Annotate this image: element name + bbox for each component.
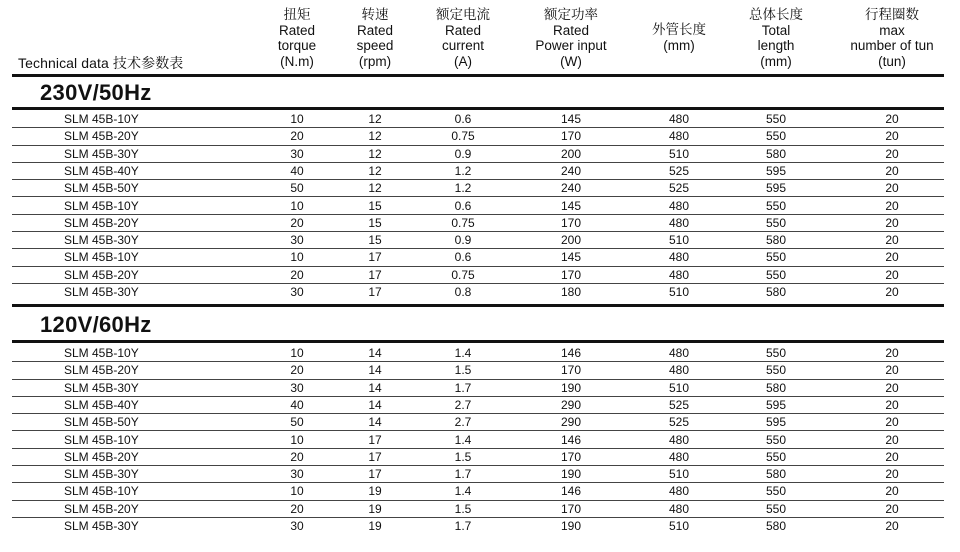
value-cell: 170 (560, 363, 582, 378)
value-cell: 1.5 (454, 363, 472, 378)
column-header-current: 额定电流 Rated current (A) (436, 7, 490, 69)
value-cell: 10 (290, 198, 304, 213)
table-row (12, 284, 944, 301)
value-cell: 10 (290, 346, 304, 360)
value-cell: 10 (290, 112, 304, 126)
value-cell: 20 (885, 484, 899, 499)
value-cell: 20 (885, 397, 899, 412)
value-cell: 17 (368, 285, 382, 299)
table-row (12, 146, 944, 163)
value-cell: 580 (765, 285, 787, 299)
value-cell: 20 (290, 501, 304, 516)
value-cell: 240 (560, 163, 582, 178)
value-cell: 1.5 (454, 449, 472, 464)
value-cell: 30 (290, 519, 304, 533)
value-cell: 180 (560, 285, 582, 299)
value-cell: 0.75 (451, 267, 475, 282)
section-divider-120v (12, 340, 944, 343)
value-cell: 290 (560, 415, 582, 430)
value-cell: 200 (560, 146, 582, 161)
table-row (12, 111, 944, 128)
value-cell: 1.7 (454, 380, 472, 395)
model-cell: SLM 45B-10Y (64, 346, 139, 360)
column-header-torque: 扭矩 Rated torque (N.m) (277, 7, 317, 69)
value-cell: 595 (765, 397, 787, 412)
header-divider (12, 74, 944, 77)
value-cell: 550 (765, 501, 787, 516)
value-cell: 525 (668, 397, 690, 412)
value-cell: 17 (368, 267, 382, 282)
value-cell: 1.7 (454, 519, 472, 533)
value-cell: 510 (668, 467, 690, 482)
value-cell: 580 (765, 233, 787, 248)
table-title: Technical data 技术参数表 (18, 55, 184, 71)
table-row (12, 466, 944, 483)
value-cell: 580 (765, 519, 787, 533)
value-cell: 170 (560, 215, 582, 230)
value-cell: 40 (290, 163, 304, 178)
value-cell: 480 (668, 250, 690, 265)
value-cell: 12 (368, 163, 382, 178)
value-cell: 20 (885, 146, 899, 161)
value-cell: 1.2 (454, 163, 472, 178)
section-end-divider-230v (12, 304, 944, 307)
column-header-speed: 转速 Rated speed (rpm) (356, 7, 394, 69)
value-cell: 0.8 (454, 285, 472, 299)
value-cell: 480 (668, 198, 690, 213)
value-cell: 10 (290, 484, 304, 499)
value-cell: 20 (885, 112, 899, 126)
value-cell: 20 (290, 363, 304, 378)
value-cell: 550 (765, 432, 787, 447)
table-row (12, 163, 944, 180)
value-cell: 0.6 (454, 112, 472, 126)
value-cell: 190 (560, 467, 582, 482)
model-cell: SLM 45B-20Y (64, 449, 139, 464)
model-cell: SLM 45B-20Y (64, 267, 139, 282)
table-row (12, 518, 944, 535)
column-header-max-turns: 行程圈数 max number of tun (tun) (850, 7, 934, 69)
table-row (12, 345, 944, 362)
value-cell: 10 (290, 250, 304, 265)
value-cell: 146 (560, 484, 582, 499)
value-cell: 480 (668, 112, 690, 126)
value-cell: 525 (668, 163, 690, 178)
model-cell: SLM 45B-10Y (64, 198, 139, 213)
model-cell: SLM 45B-30Y (64, 146, 139, 161)
value-cell: 580 (765, 467, 787, 482)
table-row (12, 232, 944, 249)
value-cell: 550 (765, 346, 787, 360)
model-cell: SLM 45B-20Y (64, 501, 139, 516)
value-cell: 30 (290, 285, 304, 299)
value-cell: 17 (368, 449, 382, 464)
value-cell: 525 (668, 415, 690, 430)
model-cell: SLM 45B-50Y (64, 415, 139, 430)
value-cell: 1.2 (454, 181, 472, 196)
value-cell: 0.75 (451, 129, 475, 144)
table-row (12, 414, 944, 431)
value-cell: 14 (368, 346, 382, 360)
value-cell: 595 (765, 163, 787, 178)
value-cell: 550 (765, 112, 787, 126)
value-cell: 20 (885, 519, 899, 533)
value-cell: 20 (885, 267, 899, 282)
section-title-120v: 120V/60Hz (40, 312, 152, 337)
value-cell: 20 (290, 215, 304, 230)
value-cell: 550 (765, 129, 787, 144)
value-cell: 50 (290, 181, 304, 196)
value-cell: 12 (368, 181, 382, 196)
value-cell: 10 (290, 432, 304, 447)
value-cell: 550 (765, 449, 787, 464)
value-cell: 20 (885, 285, 899, 299)
value-cell: 595 (765, 181, 787, 196)
value-cell: 30 (290, 467, 304, 482)
value-cell: 510 (668, 233, 690, 248)
value-cell: 2.7 (454, 415, 472, 430)
value-cell: 20 (290, 267, 304, 282)
value-cell: 480 (668, 449, 690, 464)
value-cell: 240 (560, 181, 582, 196)
table-row (12, 267, 944, 284)
model-cell: SLM 45B-30Y (64, 519, 139, 533)
table-row (12, 449, 944, 466)
model-cell: SLM 45B-30Y (64, 467, 139, 482)
value-cell: 170 (560, 267, 582, 282)
value-cell: 20 (885, 380, 899, 395)
value-cell: 20 (885, 181, 899, 196)
value-cell: 17 (368, 467, 382, 482)
value-cell: 20 (885, 215, 899, 230)
value-cell: 20 (885, 363, 899, 378)
value-cell: 12 (368, 129, 382, 144)
value-cell: 20 (885, 233, 899, 248)
table-row (12, 380, 944, 397)
table-header (0, 0, 960, 74)
value-cell: 550 (765, 363, 787, 378)
value-cell: 20 (885, 163, 899, 178)
value-cell: 14 (368, 415, 382, 430)
value-cell: 550 (765, 215, 787, 230)
value-cell: 50 (290, 415, 304, 430)
value-cell: 480 (668, 501, 690, 516)
model-cell: SLM 45B-10Y (64, 432, 139, 447)
value-cell: 510 (668, 285, 690, 299)
model-cell: SLM 45B-20Y (64, 215, 139, 230)
value-cell: 170 (560, 449, 582, 464)
section-divider-230v (12, 107, 944, 110)
value-cell: 510 (668, 146, 690, 161)
value-cell: 30 (290, 233, 304, 248)
value-cell: 550 (765, 267, 787, 282)
table-row (12, 128, 944, 145)
value-cell: 146 (560, 346, 582, 360)
model-cell: SLM 45B-30Y (64, 285, 139, 299)
model-cell: SLM 45B-30Y (64, 380, 139, 395)
value-cell: 0.9 (454, 233, 472, 248)
value-cell: 30 (290, 146, 304, 161)
value-cell: 0.6 (454, 198, 472, 213)
value-cell: 145 (560, 112, 582, 126)
value-cell: 480 (668, 267, 690, 282)
model-cell: SLM 45B-50Y (64, 181, 139, 196)
column-header-tube-length: 外管长度 (mm) (652, 22, 706, 53)
table-row (12, 397, 944, 414)
table-row (12, 501, 944, 518)
value-cell: 2.7 (454, 397, 472, 412)
value-cell: 15 (368, 215, 382, 230)
value-cell: 0.75 (451, 215, 475, 230)
value-cell: 20 (290, 129, 304, 144)
value-cell: 145 (560, 250, 582, 265)
section-title-230v: 230V/50Hz (40, 80, 152, 105)
value-cell: 480 (668, 363, 690, 378)
column-header-power: 额定功率 Rated Power input (W) (535, 7, 607, 69)
value-cell: 15 (368, 198, 382, 213)
value-cell: 510 (668, 519, 690, 533)
model-cell: SLM 45B-10Y (64, 484, 139, 499)
model-cell: SLM 45B-10Y (64, 112, 139, 126)
value-cell: 200 (560, 233, 582, 248)
value-cell: 1.7 (454, 467, 472, 482)
value-cell: 595 (765, 415, 787, 430)
value-cell: 1.4 (454, 484, 472, 499)
value-cell: 20 (885, 501, 899, 516)
value-cell: 170 (560, 129, 582, 144)
value-cell: 14 (368, 363, 382, 378)
value-cell: 550 (765, 198, 787, 213)
value-cell: 20 (290, 449, 304, 464)
value-cell: 12 (368, 146, 382, 161)
value-cell: 20 (885, 250, 899, 265)
value-cell: 40 (290, 397, 304, 412)
table-row (12, 432, 944, 449)
value-cell: 480 (668, 484, 690, 499)
value-cell: 550 (765, 484, 787, 499)
table-row (12, 483, 944, 500)
value-cell: 170 (560, 501, 582, 516)
value-cell: 19 (368, 519, 382, 533)
value-cell: 290 (560, 397, 582, 412)
value-cell: 146 (560, 432, 582, 447)
value-cell: 19 (368, 484, 382, 499)
value-cell: 14 (368, 380, 382, 395)
value-cell: 17 (368, 432, 382, 447)
value-cell: 12 (368, 112, 382, 126)
model-cell: SLM 45B-40Y (64, 163, 139, 178)
model-cell: SLM 45B-20Y (64, 129, 139, 144)
value-cell: 145 (560, 198, 582, 213)
value-cell: 20 (885, 415, 899, 430)
table-row (12, 362, 944, 379)
value-cell: 480 (668, 432, 690, 447)
value-cell: 20 (885, 432, 899, 447)
value-cell: 550 (765, 250, 787, 265)
value-cell: 190 (560, 519, 582, 533)
value-cell: 17 (368, 250, 382, 265)
value-cell: 14 (368, 397, 382, 412)
value-cell: 20 (885, 346, 899, 360)
value-cell: 15 (368, 233, 382, 248)
table-row (12, 249, 944, 266)
value-cell: 510 (668, 380, 690, 395)
value-cell: 480 (668, 346, 690, 360)
value-cell: 1.4 (454, 346, 472, 360)
value-cell: 580 (765, 146, 787, 161)
model-cell: SLM 45B-40Y (64, 397, 139, 412)
value-cell: 0.6 (454, 250, 472, 265)
value-cell: 20 (885, 467, 899, 482)
value-cell: 1.5 (454, 501, 472, 516)
value-cell: 190 (560, 380, 582, 395)
value-cell: 525 (668, 181, 690, 196)
table-row (12, 215, 944, 232)
model-cell: SLM 45B-30Y (64, 233, 139, 248)
table-row (12, 198, 944, 215)
model-cell: SLM 45B-10Y (64, 250, 139, 265)
value-cell: 480 (668, 215, 690, 230)
value-cell: 20 (885, 198, 899, 213)
value-cell: 1.4 (454, 432, 472, 447)
value-cell: 480 (668, 129, 690, 144)
value-cell: 20 (885, 449, 899, 464)
table-row (12, 180, 944, 197)
value-cell: 580 (765, 380, 787, 395)
model-cell: SLM 45B-20Y (64, 363, 139, 378)
value-cell: 20 (885, 129, 899, 144)
value-cell: 19 (368, 501, 382, 516)
value-cell: 0.9 (454, 146, 472, 161)
value-cell: 30 (290, 380, 304, 395)
column-header-total-length: 总体长度 Total length (mm) (749, 7, 803, 69)
